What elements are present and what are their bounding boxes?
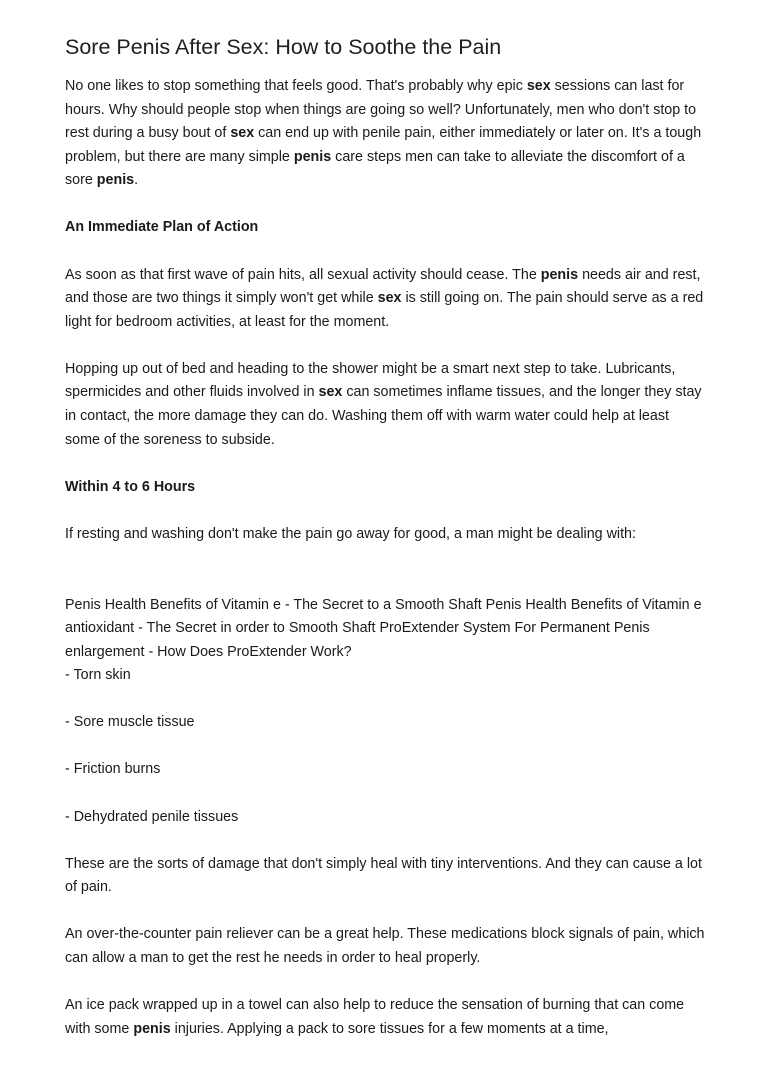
- ice-pack-paragraph: [65, 994, 705, 1041]
- list-item: - Torn skin: [65, 667, 131, 684]
- list-item: - Sore muscle tissue: [65, 714, 195, 731]
- text-run: No one likes to stop something that feels good. That's probably why epic: [65, 78, 527, 94]
- blank-spacer: [65, 570, 705, 594]
- pain-reliever-paragraph: An over-the-counter pain reliever can be a great help. These medications block signals of pain, which can allow a man to get the rest he needs in order to heal properly.: [65, 926, 705, 966]
- text-run: needs air and rest, and those are two things it simply won't get while: [65, 266, 701, 307]
- page-title: Sore Penis After Sex: How to Soothe the Pain: [65, 35, 502, 59]
- section1-paragraph-2: [65, 358, 705, 452]
- text-run: An ice pack wrapped up in a towel can also help to reduce the sensation of burning that can come with some: [65, 997, 685, 1037]
- list-item: - Dehydrated penile tissues: [65, 808, 239, 825]
- text-run: .: [134, 172, 139, 189]
- list-item: - Friction burns: [65, 761, 161, 778]
- keyword: sex: [377, 290, 402, 307]
- section-heading-within-hours: Within 4 to 6 Hours: [65, 478, 196, 495]
- document-page: [65, 32, 705, 1065]
- keyword: sex: [318, 384, 343, 401]
- text-run: can sometimes inflame tissues, and the longer they stay in contact, the more damage they can do. Washing them off with warm water could help at least some of the soreness to subside.: [65, 384, 702, 448]
- keyword: penis: [293, 148, 332, 165]
- text-run: As soon as that first wave of pain hits, all sexual activity should cease. The: [65, 266, 541, 283]
- related-links-paragraph: Penis Health Benefits of Vitamin e - The Secret to a Smooth Shaft Penis Health Benefits of Vitamin e antioxidant - The Secret in order to Smooth Shaft ProExtender System For Permanent Penis enlargement - How Does ProExtender Work?: [65, 596, 702, 660]
- keyword: sex: [230, 125, 255, 142]
- intro-paragraph: [65, 75, 705, 193]
- section-heading-immediate-plan: An Immediate Plan of Action: [65, 219, 259, 236]
- keyword: penis: [133, 1020, 171, 1037]
- text-run: is still going on. The pain should serve as a red light for bedroom activities, at least for the moment.: [65, 290, 704, 330]
- text-run: Hopping up out of bed and heading to the shower might be a smart next step to take. Lubricants, spermicides and other fluids involved in: [65, 360, 676, 401]
- section2-paragraph-1: If resting and washing don't make the pain go away for good, a man might be dealing with:: [65, 525, 636, 542]
- text-run: care steps men can take to alleviate the discomfort of a sore: [65, 148, 685, 189]
- text-run: can end up with penile pain, either immediately or later on. It's a tough problem, but there are many simple: [65, 125, 702, 165]
- text-run: injuries. Applying a pack to sore tissues for a few moments at a time,: [170, 1020, 609, 1037]
- text-run: sessions can last for hours. Why should people stop when things are going so well? Unfortunately, men who don't stop to rest during a busy bout of: [65, 78, 697, 142]
- keyword: penis: [540, 266, 579, 283]
- damage-paragraph: These are the sorts of damage that don't simply heal with tiny interventions. And they can cause a lot of pain.: [65, 855, 702, 896]
- keyword: penis: [96, 172, 135, 189]
- keyword: sex: [526, 78, 551, 94]
- section1-paragraph-1: [65, 264, 705, 335]
